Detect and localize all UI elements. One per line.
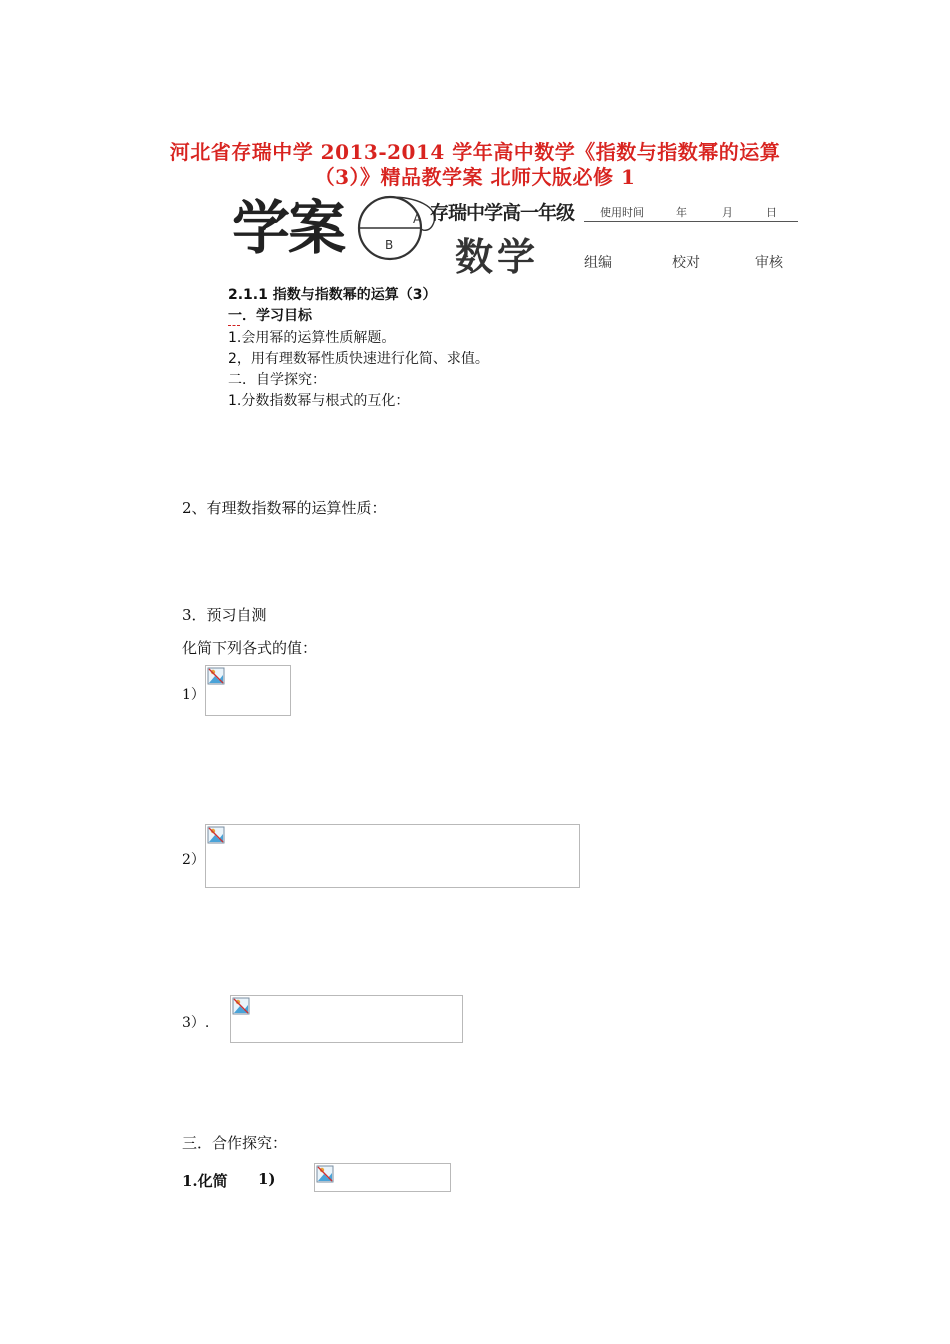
question-1-image bbox=[205, 665, 291, 716]
use-time-label: 使用时间 bbox=[600, 206, 644, 219]
section-cooperative-inquiry: 三．合作探究： bbox=[182, 1134, 288, 1152]
lesson-heading: 2.1.1 指数与指数幂的运算（3） bbox=[228, 287, 437, 303]
header-banner bbox=[0, 0, 950, 280]
section-learning-goals: 一．学习目标 bbox=[228, 308, 312, 324]
goal-2: 2，用有理数幂性质快速进行化简、求值。 bbox=[228, 351, 489, 367]
broken-image-icon bbox=[316, 1165, 334, 1183]
question-3-label: 3）. bbox=[182, 1015, 210, 1031]
spell-mark bbox=[228, 322, 240, 326]
subject-name: 数学 bbox=[455, 235, 540, 279]
review-label: 审核 bbox=[755, 255, 783, 271]
year-label: 年 bbox=[676, 206, 687, 219]
item-fraction-exponent: 1.分数指数幂与根式的互化： bbox=[228, 393, 410, 409]
big-label: 学案 bbox=[232, 194, 345, 262]
simplify-instruction: 化简下列各式的值： bbox=[182, 639, 318, 657]
editor-label: 组编 bbox=[584, 255, 612, 271]
item-rational-exponent-rules: 2、有理数指数幂的运算性质： bbox=[182, 499, 387, 517]
question-2-label: 2） bbox=[182, 852, 205, 868]
item-preview-test: 3．预习自测 bbox=[182, 606, 267, 624]
circle-label-a: A bbox=[413, 212, 422, 226]
document-title-line2: （3）》精品教学案 北师大版必修 1 bbox=[314, 165, 636, 189]
circle-logo bbox=[350, 192, 440, 264]
coop-item-1-sub: 1) bbox=[258, 1170, 276, 1188]
coop-item-1: 1.化简 bbox=[182, 1172, 228, 1190]
month-label: 月 bbox=[722, 206, 733, 219]
broken-image-icon bbox=[232, 997, 250, 1015]
question-3-image bbox=[230, 995, 463, 1043]
document-title-line1: 河北省存瑞中学 2013-2014 学年高中数学《指数与指数幂的运算 bbox=[169, 140, 781, 164]
circle-label-b: B bbox=[385, 238, 394, 252]
header-rule bbox=[584, 221, 798, 222]
section-self-study: 二．自学探究： bbox=[228, 372, 326, 388]
day-label: 日 bbox=[766, 206, 777, 219]
school-name: 存瑞中学高一年级 bbox=[430, 202, 575, 224]
broken-image-icon bbox=[207, 826, 225, 844]
broken-image-icon bbox=[207, 667, 225, 685]
question-1-label: 1） bbox=[182, 687, 205, 703]
proofread-label: 校对 bbox=[672, 255, 700, 271]
goal-1: 1.会用幂的运算性质解题。 bbox=[228, 330, 396, 346]
coop-1-image bbox=[314, 1163, 451, 1192]
question-2-image bbox=[205, 824, 580, 888]
